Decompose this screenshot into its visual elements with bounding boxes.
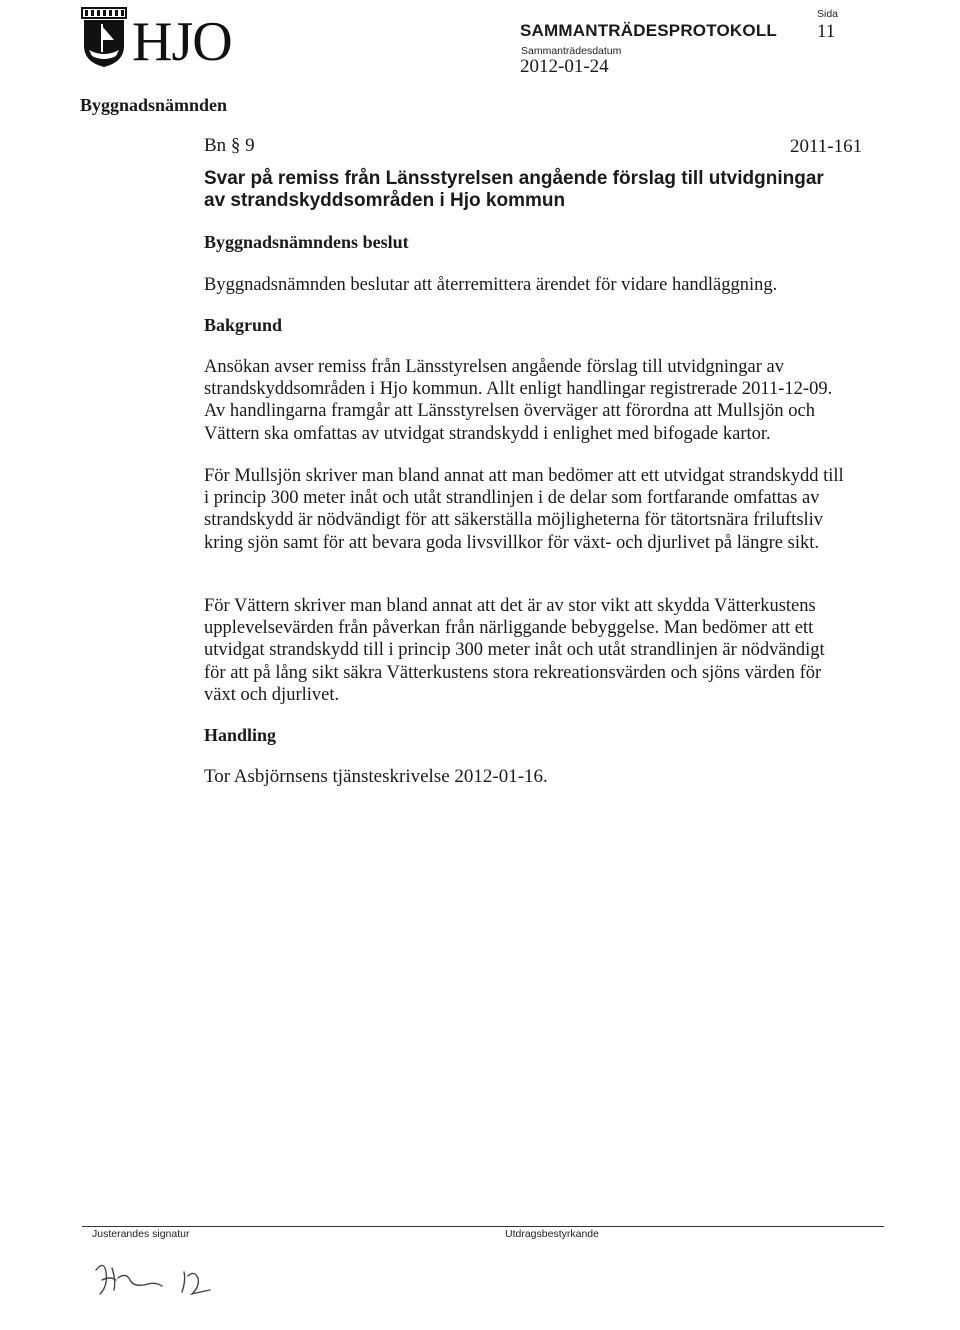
logo-wordmark: HJO [132,11,232,73]
background-heading: Bakgrund [204,315,283,335]
decision-text: Byggnadsnämnden beslutar att återremittera ärendet för vidare handläggning. [204,275,778,295]
background-paragraph: Ansökan avser remiss från Länsstyrelsen angående förslag till utvidgningar av strandskyddsområden i Hjo kommun. Allt enligt handlingar registrerade 2011-12-09. Av handlingarna framgår att Länsstyrelsen överväger att förordna att Mullsjön och Vättern ska omfattas av utvidgat strandskydd i enlighet med bifogade kartor. [204,357,833,444]
hjo-logo [80,6,252,72]
handling-reference: Tor Asbjörnsens tjänsteskrivelse 2012-01-16. [204,766,548,787]
handwritten-initials [90,1250,220,1305]
document-type: SAMMANTRÄDESPROTOKOLL [520,21,777,40]
extract-certification-label: Utdragsbestyrkande [505,1228,599,1240]
section-title: Svar på remiss från Länsstyrelsen angående förslag till utvidgningar av strandskyddsområden i Hjo kommun [204,168,824,211]
handling-heading: Handling [204,725,277,745]
section-number: Bn § 9 [204,135,255,156]
municipal-crest-icon [80,6,128,68]
meeting-date-label: Sammanträdesdatum [521,45,622,57]
meeting-date: 2012-01-24 [520,56,609,77]
page-label: Sida [817,8,839,20]
board-name: Byggnadsnämnden [80,95,228,115]
background-paragraph: För Vättern skriver man bland annat att det är av stor vikt att skydda Vätterkustens upplevelsevärden från påverkan från närliggande bebyggelse. Man bedömer att ett utvidgat strandskydd till i princip 300 meter inåt och utåt strandlinjen är nödvändigt för att på lång sikt säkra Vätterkustens stora rekreationsvärden och sjöns värden för växt och djurlivet. [204,596,825,705]
page-number: 11 [817,21,836,42]
signature-label: Justerandes signatur [92,1228,190,1240]
case-number: 2011-161 [790,136,863,157]
footer-divider [82,1226,884,1227]
decision-heading: Byggnadsnämndens beslut [204,232,409,252]
background-paragraph: För Mullsjön skriver man bland annat att man bedömer att ett utvidgat strandskydd till i princip 300 meter inåt och utåt strandlinjen i de delar som fortfarande omfattas av strandskydd är nödvändigt för att säkerställa möjligheterna för tätortsnära friluftsliv kring sjön samt för att bevara goda livsvillkor för växt- och djurlivet på längre sikt. [204,466,844,553]
